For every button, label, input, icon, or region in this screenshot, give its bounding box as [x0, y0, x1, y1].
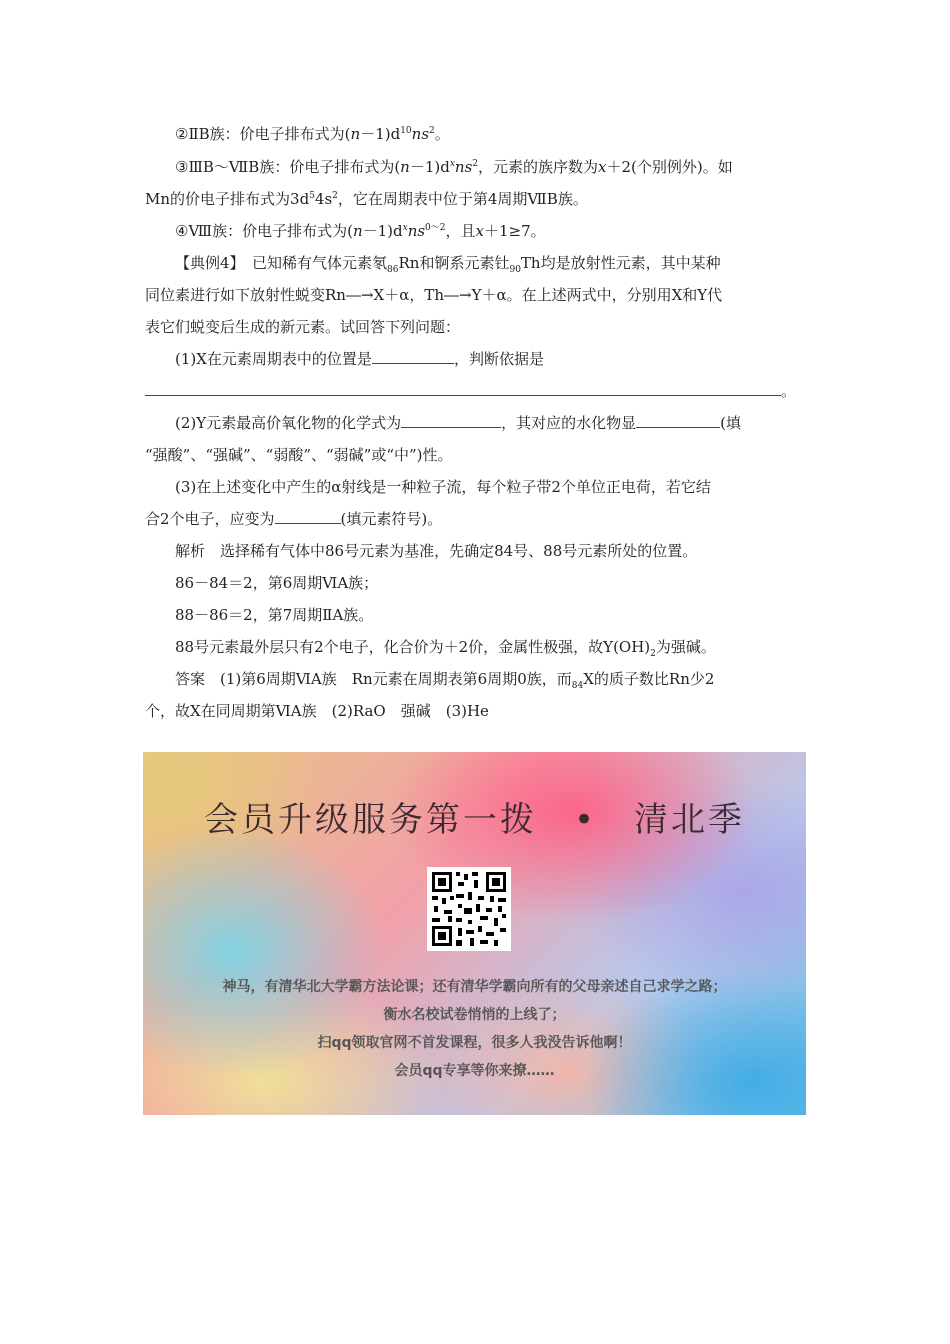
text-line-19: 个，故X在同周期第ⅥA族 (2)RaO 强碱 (3)He	[145, 702, 489, 720]
answer-blank	[372, 349, 454, 364]
text-line-2: ③ⅢB～ⅦB族：价电子排布式为$(n-1)d^xns^2$，元素的族序数为x＋2(个别例外)。如	[175, 158, 733, 176]
analysis-heading: 解析 选择稀有气体中86号元素为基准，先确定84号、88号元素所处的位置。	[175, 542, 698, 560]
answer-blank	[636, 413, 720, 428]
text-line-11: “强酸”、“强碱”、“弱酸”、“弱碱”或“中”)性。	[145, 446, 453, 464]
text-line-4: ④Ⅷ族：价电子排布式为$(n-1)d^xns^{0\sim 2}$，且x＋1≥7。	[175, 222, 546, 240]
answer-blank	[275, 509, 341, 524]
answer-blank	[145, 381, 781, 396]
answer-blank	[401, 413, 501, 428]
qr-code-icon[interactable]	[427, 867, 511, 951]
text-line-7: 表它们蜕变后生成的新元素。试回答下列问题：	[145, 318, 461, 336]
question-2: (2)Y元素最高价氧化物的化学式为 ，其对应的水化物显 (填	[175, 414, 742, 432]
text-line-6: 同位素进行如下放射性蜕变Rn―→X＋α，Th―→Y＋α。在上述两式中，分别用X和Y代	[145, 286, 723, 304]
banner-text-line-1: 神马，有清华北大学霸方法论课；还有清华学霸向所有的父母亲述自己求学之路；	[222, 979, 727, 995]
answer-heading: 答案 (1)第6周期ⅥA族 Rn元素在周期表第6周期0族，而$_{84}$X的质子数比Rn少2	[175, 670, 715, 691]
banner-text-line-3: 扫qq领取官网不首发课程，很多人我没告诉他啊！	[317, 1035, 632, 1051]
text-line-15: 86－84＝2，第6周期ⅥA族；	[175, 574, 379, 592]
promo-banner[interactable]	[143, 752, 806, 1115]
banner-title: 会员升级服务第一拨 • 清北季	[203, 800, 746, 840]
question-3: (3)在上述变化中产生的α射线是一种粒子流，每个粒子带2个单位正电荷，若它结	[175, 478, 711, 496]
question-1: (1)X在元素周期表中的位置是 ，判断依据是	[175, 350, 544, 368]
text-line-13: 合2个电子，应变为 (填元素符号)。	[145, 510, 443, 528]
answer-line: 。	[145, 381, 807, 401]
text-line-1: ②ⅡB族：价电子排布式为$(n-1)d^{10}ns^2$。	[175, 125, 450, 143]
example-heading: 【典例4】 已知稀有气体元素氡$_{86}$Rn和锕系元素钍$_{90}$Th均是放射性元素，其中某种	[175, 254, 721, 275]
text-line-16: 88－86＝2，第7周期ⅡA族。	[175, 606, 374, 624]
banner-text-line-2: 衡水名校试卷悄悄的上线了；	[383, 1007, 566, 1023]
text-line-17: 88号元素最外层只有2个电子，化合价为＋2价，金属性极强，故$Y(OH)_2$为强碱。	[175, 638, 716, 659]
text-line-3: Mn的价电子排布式为$3d^54s^2$，它在周期表中位于第4周期ⅦB族。	[145, 190, 588, 208]
banner-text-line-4: 会员qq专享等你来撩……	[394, 1063, 555, 1079]
